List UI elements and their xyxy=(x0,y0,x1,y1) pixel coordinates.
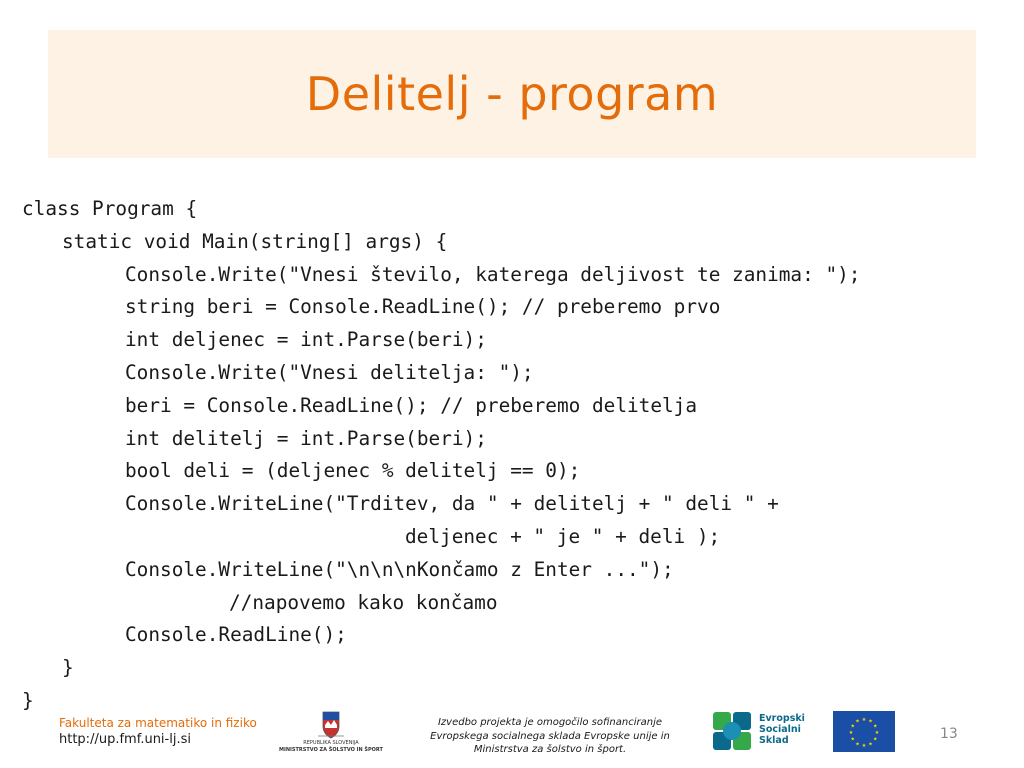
faculty-name: Fakulteta za matematiko in fiziko xyxy=(59,716,257,730)
svg-text:★: ★ xyxy=(874,730,880,736)
code-line: Console.Write("Vnesi število, katerega deljivost te zanima: "); xyxy=(125,262,861,286)
esf-emblem-icon xyxy=(711,710,755,754)
svg-text:★: ★ xyxy=(861,743,867,749)
svg-text:★: ★ xyxy=(868,741,873,748)
page-number: 13 xyxy=(940,726,958,742)
code-block xyxy=(22,193,860,718)
code-line: } xyxy=(62,656,74,680)
esf-text xyxy=(759,713,805,746)
svg-text:★: ★ xyxy=(861,717,867,723)
svg-text:★: ★ xyxy=(855,741,860,748)
code-line: Console.WriteLine("\n\n\nKončamo z Enter ..."); xyxy=(125,557,674,581)
svg-text:★: ★ xyxy=(850,723,855,730)
esf-logo xyxy=(711,710,811,754)
code-line: Console.ReadLine(); xyxy=(125,623,347,647)
ministry-logo-line2: MINISTRSTVO ZA ŠOLSTVO IN ŠPORT xyxy=(279,747,383,753)
code-line: deljenec + " je " + deli ); xyxy=(405,524,721,548)
code-line: Console.Write("Vnesi delitelja: "); xyxy=(125,360,534,384)
funding-line-2: Evropskega socialnega sklada Evropske unije in xyxy=(430,730,670,742)
code-line: int deljenec = int.Parse(beri); xyxy=(125,328,487,352)
funding-line-3: Ministrstva za šolstvo in šport. xyxy=(473,744,627,755)
svg-text:★: ★ xyxy=(873,736,878,743)
code-line: string beri = Console.ReadLine(); // preberemo prvo xyxy=(125,295,721,319)
code-line: bool deli = (deljenec % delitelj == 0); xyxy=(125,459,581,483)
eu-stars-icon xyxy=(833,711,895,752)
coat-of-arms-icon xyxy=(278,710,384,740)
esf-line-3: Sklad xyxy=(759,735,789,746)
code-line: static void Main(string[] args) { xyxy=(62,229,448,253)
ministry-logo xyxy=(278,710,384,756)
code-line: class Program { xyxy=(22,197,198,220)
code-line: //napovemo kako končamo xyxy=(229,590,498,614)
eu-flag xyxy=(833,711,895,752)
svg-text:★: ★ xyxy=(873,723,878,730)
title-band xyxy=(48,30,976,158)
code-line: Console.WriteLine("Trditev, da " + delitelj + " deli " + xyxy=(125,492,779,516)
slide-title: Delitelj - program xyxy=(305,67,719,121)
funding-line-1: Izvedbo projekta je omogočilo sofinanciranje xyxy=(437,717,663,728)
svg-text:★: ★ xyxy=(855,718,860,725)
funding-note xyxy=(400,716,700,757)
code-line: } xyxy=(22,688,34,712)
svg-text:★: ★ xyxy=(848,730,854,736)
footer-faculty xyxy=(59,716,257,749)
code-line: beri = Console.ReadLine(); // preberemo delitelja xyxy=(125,393,698,417)
code-line: int delitelj = int.Parse(beri); xyxy=(125,426,487,450)
esf-line-1: Evropski xyxy=(759,713,805,724)
faculty-url[interactable]: http://up.fmf.uni-lj.si xyxy=(59,732,191,747)
esf-line-2: Socialni xyxy=(759,724,801,735)
svg-text:★: ★ xyxy=(850,736,855,743)
ministry-logo-line1: REPUBLIKA SLOVENIJA xyxy=(303,740,359,746)
svg-text:★: ★ xyxy=(868,718,873,725)
